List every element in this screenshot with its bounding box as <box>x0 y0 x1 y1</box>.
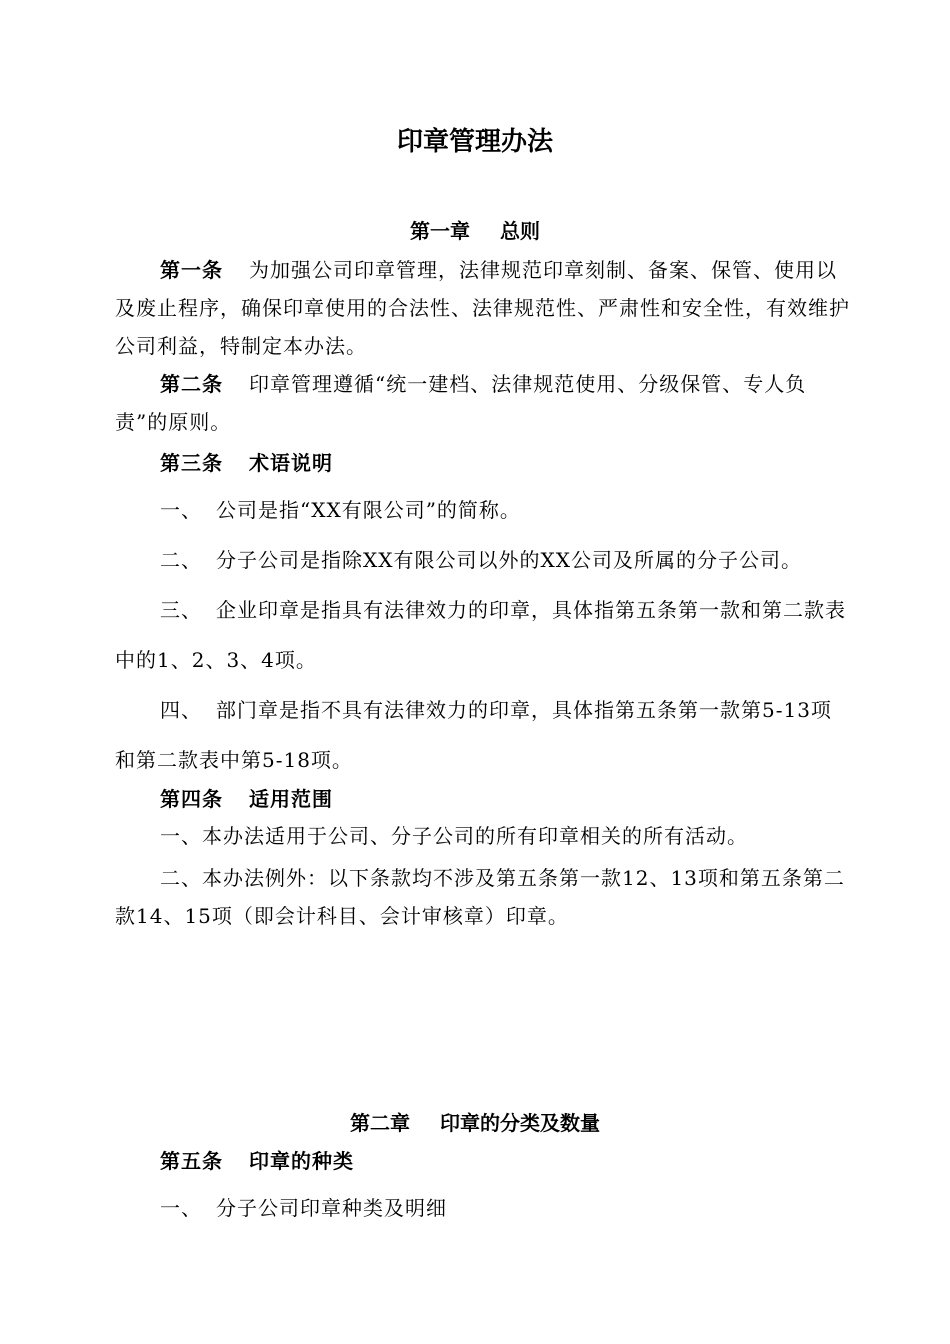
item-text: 分子公司印章种类及明细 <box>216 1196 447 1220</box>
article-5-title: 印章的种类 <box>249 1149 354 1173</box>
article-4-heading <box>160 783 333 812</box>
article-3-item-3 <box>115 585 850 685</box>
item-text: 企业印章是指具有法律效力的印章，具体指第五条第一款和第二款表中的1、2、3、4项。 <box>115 598 846 672</box>
article-1-label: 第一条 <box>160 258 223 282</box>
item-text: 一、本办法适用于公司、分子公司的所有印章相关的所有活动。 <box>160 824 748 848</box>
chapter-1-heading <box>0 215 950 244</box>
article-2-label: 第二条 <box>160 372 223 396</box>
chapter-2-name: 印章的分类及数量 <box>440 1111 600 1135</box>
article-3-item-2 <box>115 535 850 585</box>
article-3-item-4 <box>115 685 850 785</box>
document-title: 印章管理办法 <box>396 127 553 157</box>
item-number: 二、 <box>160 548 202 572</box>
item-number: 三、 <box>160 598 202 622</box>
item-text: 二、本办法例外：以下条款均不涉及第五条第一款12、13项和第五条第二款14、15项（即会计科目、会计审核章）印章。 <box>115 866 845 928</box>
article-4-title: 适用范围 <box>249 787 333 811</box>
item-number: 一、 <box>160 498 202 522</box>
article-1-text: 为加强公司印章管理，法律规范印章刻制、备案、保管、使用以及废止程序，确保印章使用的合法性、法律规范性、严肃性和安全性，有效维护公司利益，特制定本办法。 <box>115 258 850 358</box>
article-5-heading <box>160 1145 354 1174</box>
article-5-label: 第五条 <box>160 1149 223 1173</box>
article-2 <box>115 365 850 441</box>
item-number: 四、 <box>160 698 202 722</box>
chapter-1-number: 第一章 <box>410 219 470 243</box>
article-5-item-1 <box>115 1183 850 1233</box>
chapter-2-heading <box>0 1107 950 1136</box>
item-text: 分子公司是指除XX有限公司以外的XX公司及所属的分子公司。 <box>216 548 802 572</box>
article-4-label: 第四条 <box>160 787 223 811</box>
chapter-1-name: 总则 <box>500 219 540 243</box>
item-number: 一、 <box>160 1196 202 1220</box>
item-text: 公司是指“XX有限公司”的简称。 <box>216 498 521 522</box>
article-3-title: 术语说明 <box>249 451 333 475</box>
chapter-2-number: 第二章 <box>350 1111 410 1135</box>
article-4-item-1 <box>115 817 850 855</box>
article-4-item-2 <box>115 859 850 935</box>
item-text: 部门章是指不具有法律效力的印章，具体指第五条第一款第5-13项和第二款表中第5-18项。 <box>115 698 832 772</box>
article-1 <box>115 251 850 365</box>
article-2-text: 印章管理遵循“统一建档、法律规范使用、分级保管、专人负责”的原则。 <box>115 372 807 434</box>
article-3-heading <box>160 447 333 476</box>
article-3-item-1 <box>115 485 850 535</box>
article-3-label: 第三条 <box>160 451 223 475</box>
